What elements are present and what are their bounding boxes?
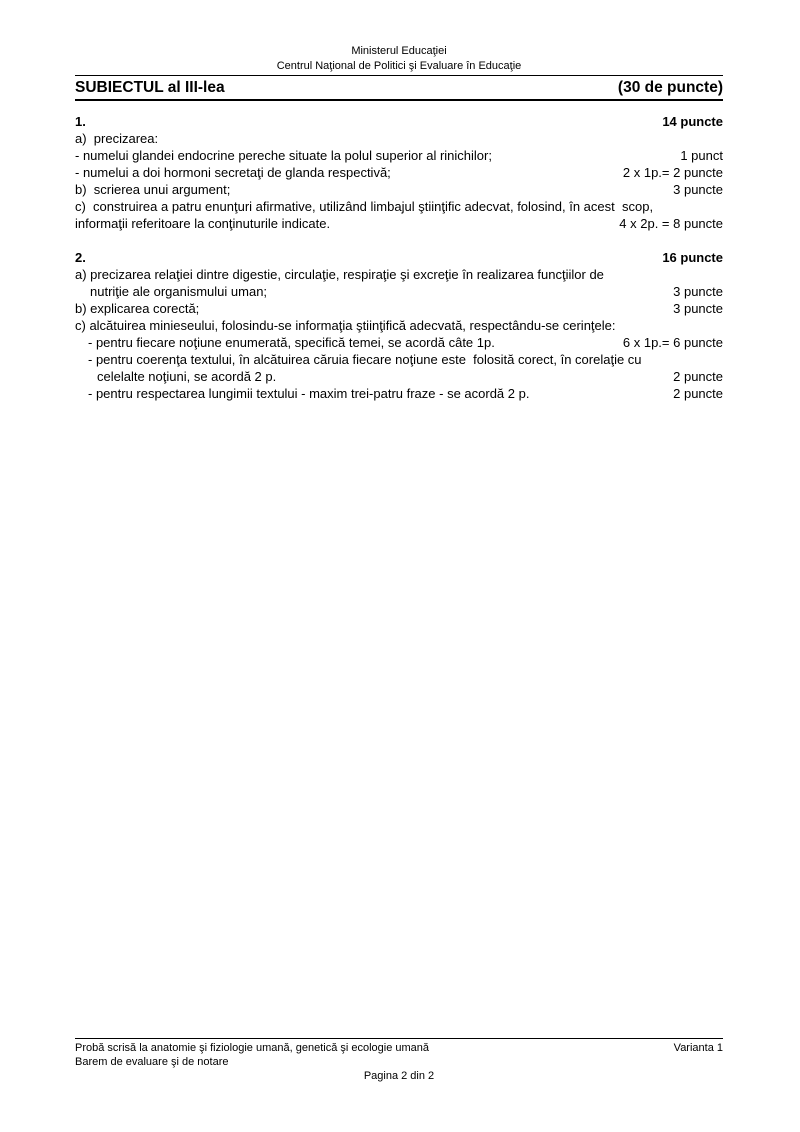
barem-line	[75, 164, 723, 181]
section-number: 2.	[75, 250, 86, 265]
line-points: 3 puncte	[673, 301, 723, 316]
footer-page-number: Pagina 2 din 2	[363, 1070, 435, 1082]
line-text: b) explicarea corectă;	[75, 301, 200, 316]
barem-line	[75, 300, 723, 317]
line-points: 6 x 1p.= 6 puncte	[622, 335, 723, 350]
line-points: 3 puncte	[673, 284, 723, 299]
barem-line	[75, 215, 723, 232]
barem-line	[75, 147, 723, 164]
line-text: b) scrierea unui argument;	[75, 182, 231, 197]
section-points: 16 puncte	[662, 250, 723, 265]
barem-line	[75, 283, 723, 300]
barem-line	[75, 368, 723, 385]
barem-line	[75, 130, 723, 147]
line-text: - pentru respectarea lungimii textului - maxim trei-patru fraze - se acordă 2 p.	[88, 386, 530, 401]
barem-line	[75, 266, 723, 283]
doc-header	[75, 44, 723, 74]
line-text: - pentru coerenţa textului, în alcătuirea căruia fiecare noţiune este folosită corect, în corelaţie cu	[88, 352, 642, 367]
section-header	[75, 113, 723, 130]
line-points: 2 x 1p.= 2 puncte	[622, 165, 723, 180]
section-1	[75, 113, 723, 232]
footer-exam-line	[75, 1041, 723, 1055]
barem-line	[75, 385, 723, 402]
subject-title-bar	[75, 75, 723, 101]
subject-title: SUBIECTUL al III-lea	[75, 79, 225, 96]
doc-footer	[75, 1038, 723, 1083]
line-text: informaţii referitoare la conţinuturile indicate.	[75, 216, 331, 231]
section-2	[75, 249, 723, 402]
line-text: - pentru fiecare noţiune enumerată, specifică temei, se acordă câte 1p.	[88, 335, 495, 350]
line-text: c) construirea a patru enunţuri afirmative, utilizând limbajul ştiinţific adecvat, folosind, în acest scop,	[75, 199, 654, 214]
barem-line	[75, 351, 723, 368]
line-points: 4 x 2p. = 8 puncte	[619, 216, 723, 231]
line-points: 3 puncte	[673, 182, 723, 197]
line-text: celelalte noţiuni, se acordă 2 p.	[97, 369, 277, 384]
line-text: - numelui glandei endocrine pereche situate la polul superior al rinichilor;	[75, 148, 492, 163]
line-text: a) precizarea:	[75, 131, 159, 146]
section-points: 14 puncte	[662, 114, 723, 129]
ministry-line: Ministerul Educaţiei	[351, 45, 447, 57]
barem-line	[75, 317, 723, 334]
line-text: c) alcătuirea minieseului, folosindu-se informaţia ştiinţifică adecvată, respectându-se cerinţele:	[75, 318, 616, 333]
line-points: 2 puncte	[673, 386, 723, 401]
line-text: a) precizarea relaţiei dintre digestie, circulaţie, respiraţie şi excreţie în realizarea funcţiilor de	[75, 267, 604, 282]
barem-line	[75, 181, 723, 198]
line-text: - numelui a doi hormoni secretaţi de glanda respectivă;	[75, 165, 391, 180]
footer-exam-text: Probă scrisă la anatomie şi fiziologie umană, genetică şi ecologie umană	[75, 1042, 430, 1054]
document-content	[75, 44, 723, 402]
section-number: 1.	[75, 114, 86, 129]
footer-variant: Varianta 1	[673, 1042, 723, 1054]
line-text: nutriţie ale organismului uman;	[90, 284, 268, 299]
footer-barem-line: Barem de evaluare şi de notare	[75, 1056, 229, 1068]
section-header	[75, 249, 723, 266]
institution-line: Centrul Naţional de Politici şi Evaluare în Educaţie	[276, 60, 522, 72]
subject-points: (30 de puncte)	[617, 79, 723, 96]
line-points: 1 punct	[680, 148, 723, 163]
barem-line	[75, 198, 723, 215]
line-points: 2 puncte	[673, 369, 723, 384]
barem-line	[75, 334, 723, 351]
